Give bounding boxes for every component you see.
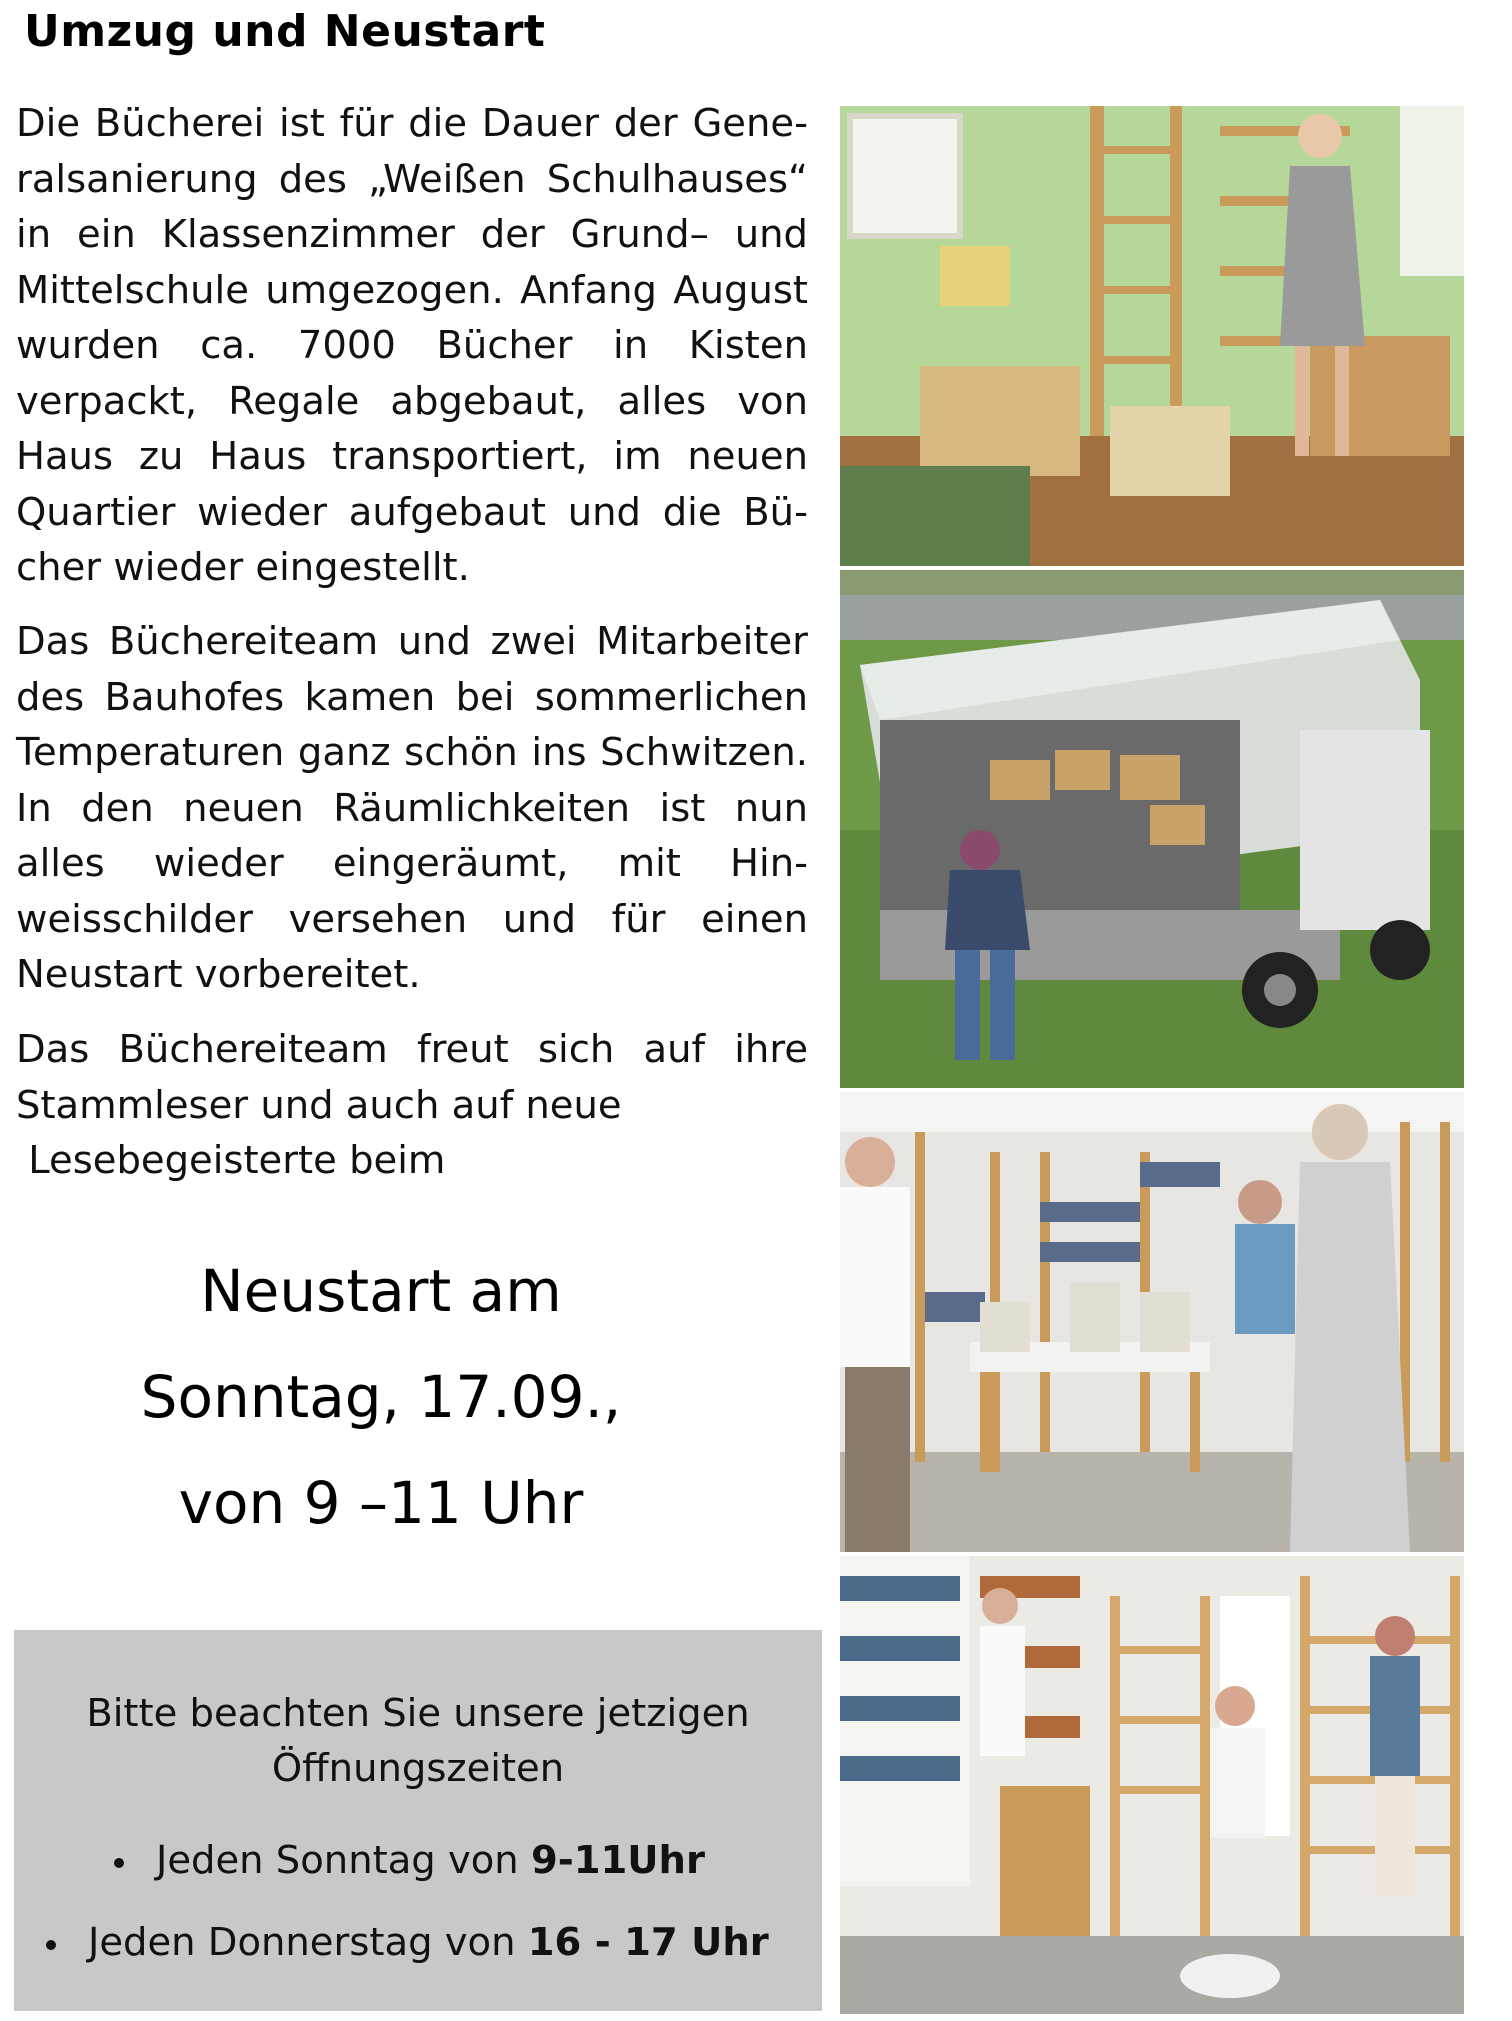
bullet-icon [114,1858,124,1868]
opening-hours-list [14,1820,822,1984]
opening-hours-item [14,1902,822,1984]
intro-line-1: Bitte beachten Sie unsere jetzigen [86,1691,750,1736]
photo-assembling-shelves [840,1556,1464,2014]
opening-hours-intro [14,1686,822,1796]
event-line-2: Sonntag, 17.09., [140,1363,622,1431]
event-line-3: von 9 –11 Uhr [178,1469,584,1537]
hours-item-time: 9-11Uhr [530,1838,705,1883]
paragraph-text: Die Bücherei ist für die Dauer der Generalsanierung des „Weißen Schulhauses“ in ein Klassenzimmer der Grund– und Mittelschule umgezogen. Anfang August wurden ca. 7000 Bücher in Kisten verpackt, Regale abgebaut, alles von Haus zu Haus transportiert, im neuen Quartier wieder aufgebaut und die Bücher wieder eingestellt. [16,101,808,590]
photo-packing-books [840,106,1464,566]
hours-item-prefix: Jeden Donnerstag von [88,1920,528,1965]
paragraph-text: Das Büchereiteam freut sich auf ihre Stammleser und auch auf neue [16,1027,808,1128]
event-announcement [16,1238,746,1556]
page-title: Umzug und Neustart [24,6,546,57]
opening-hours-box [14,1630,822,2011]
opening-hours-item [14,1820,822,1902]
paragraph-team [16,614,808,1003]
intro-line-2: Öffnungszeiten [271,1746,565,1791]
event-line-1: Neustart am [200,1257,562,1325]
bullet-icon [46,1940,56,1950]
paragraph-text: Das Büchereiteam und zwei Mitarbeiter des Bauhofes kamen bei sommerlichen Temperaturen ganz schön ins Schwitzen. In den neuen Räumlichkeiten ist nun alles wieder eingeräumt, mit Hinweisschilder versehen und für einen Neustart vorbereitet. [16,619,808,997]
paragraph-text-last: Lesebegeisterte beim [16,1138,446,1183]
paragraph-move [16,96,808,596]
hours-item-time: 16 - 17 Uhr [527,1920,769,1965]
paragraph-invite [16,1022,808,1189]
photo-truck-transport [840,570,1464,1088]
hours-item-prefix: Jeden Sonntag von [156,1838,531,1883]
photo-team-in-new-room [840,1092,1464,1552]
